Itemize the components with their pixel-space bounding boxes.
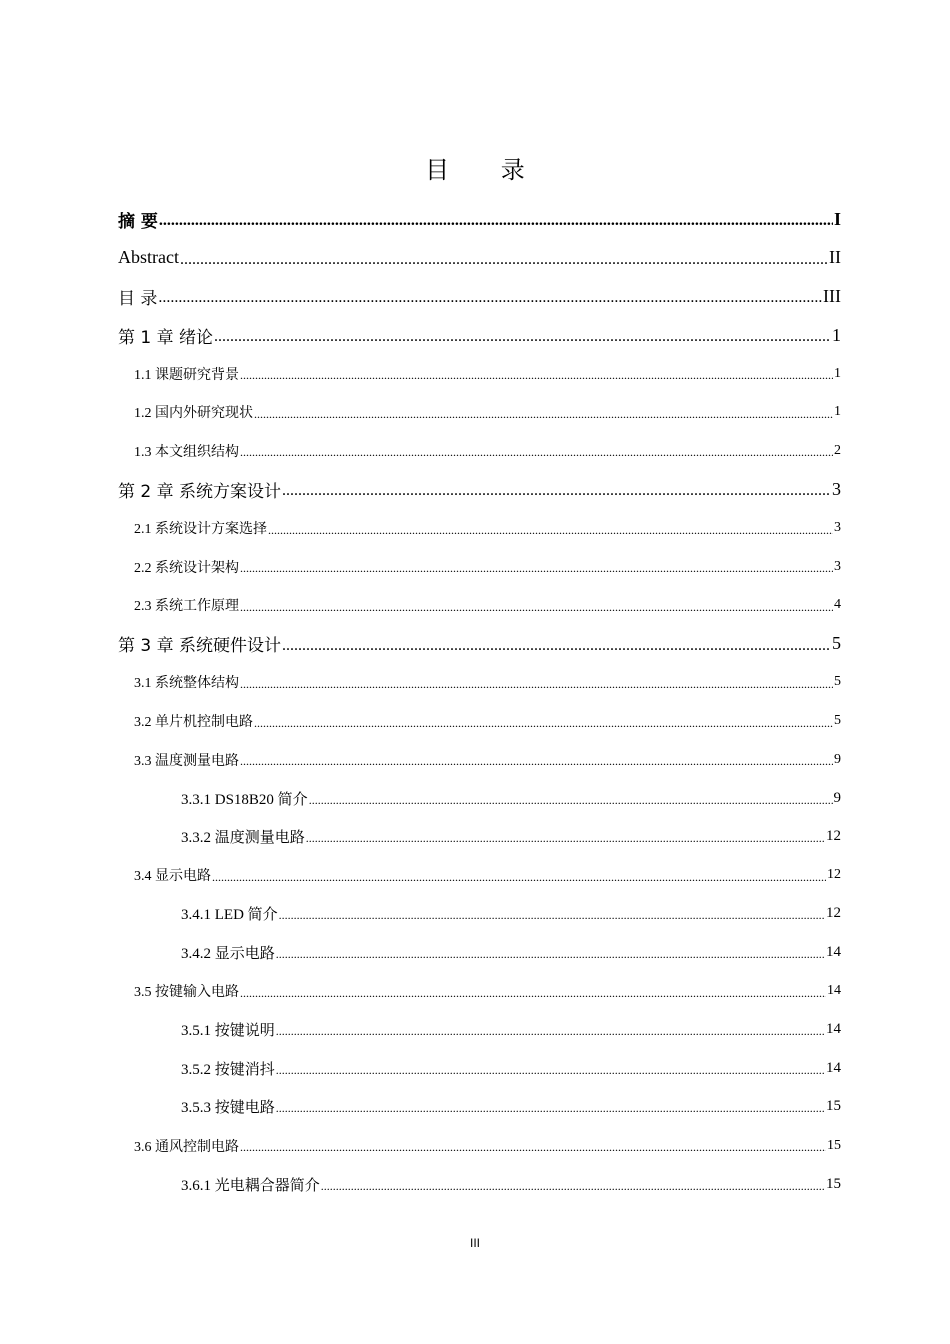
toc-leader-dots (240, 677, 833, 692)
toc-leader-dots (276, 1101, 825, 1116)
toc-entry-label: 第 1 章 绪论 (118, 327, 214, 348)
toc-entry[interactable] (118, 933, 841, 972)
toc-leader-dots (276, 1063, 825, 1078)
toc-leader-dots (254, 407, 833, 422)
toc-entry-label: 3.5.1 按键说明 (181, 1023, 275, 1040)
toc-entry-label: 3.6 通风控制电路 (134, 1139, 239, 1155)
toc-entry-label: 第 2 章 系统方案设计 (118, 481, 282, 502)
toc-entry-label: 3.5.2 按键消抖 (181, 1061, 275, 1078)
toc-entry-label: 2.2 系统设计架构 (134, 560, 239, 576)
toc-entry[interactable] (118, 1088, 841, 1127)
toc-leader-dots (158, 289, 822, 307)
toc-leader-dots (240, 1140, 826, 1155)
toc-entry-label: 摘 要 (118, 211, 158, 232)
toc-entry[interactable] (118, 316, 841, 355)
toc-entry[interactable] (118, 740, 841, 779)
toc-leader-dots (268, 523, 833, 538)
toc-leader-dots (212, 870, 826, 885)
toc-entry-page: III (823, 285, 841, 306)
toc-leader-dots (282, 637, 831, 655)
toc-entry[interactable] (118, 547, 841, 586)
toc-entry-page: 12 (826, 905, 841, 922)
toc-entry-label: 3.5.3 按键电路 (181, 1100, 275, 1117)
toc-leader-dots (276, 947, 825, 962)
toc-leader-dots (276, 1024, 825, 1039)
toc-entry[interactable] (118, 818, 841, 857)
table-of-contents (118, 200, 841, 1203)
toc-entry-page: 3 (834, 558, 841, 574)
toc-leader-dots (180, 251, 828, 269)
toc-leader-dots (254, 716, 833, 731)
toc-entry-label: 2.1 系统设计方案选择 (134, 522, 267, 538)
toc-entry-page: I (833, 208, 841, 229)
toc-entry-label: 3.3 温度测量电路 (134, 753, 239, 769)
toc-leader-dots (279, 908, 825, 923)
toc-entry[interactable] (118, 586, 841, 625)
toc-entry-label: 3.2 单片机控制电路 (134, 715, 253, 731)
toc-entry[interactable] (118, 702, 841, 741)
toc-entry[interactable] (118, 277, 841, 316)
page-number: III (469, 1236, 480, 1250)
toc-entry-page: 3 (832, 478, 841, 499)
toc-leader-dots (240, 754, 833, 769)
toc-entry-page: 14 (826, 944, 841, 961)
toc-entry[interactable] (118, 200, 841, 239)
toc-entry[interactable] (118, 895, 841, 934)
toc-entry[interactable] (118, 239, 841, 278)
toc-entry-page: 1 (832, 324, 841, 345)
toc-entry[interactable] (118, 509, 841, 548)
toc-entry-page: 15 (827, 1137, 841, 1153)
toc-entry-label: 3.3.1 DS18B20 简介 (181, 791, 308, 808)
toc-entry-label: 3.4.1 LED 简介 (181, 907, 278, 924)
toc-entry[interactable] (118, 1049, 841, 1088)
toc-entry[interactable] (118, 393, 841, 432)
toc-entry[interactable] (118, 663, 841, 702)
toc-entry-page: 9 (834, 751, 841, 767)
toc-entry-label: 3.4 显示电路 (134, 869, 211, 885)
toc-entry-label: 第 3 章 系统硬件设计 (118, 636, 282, 657)
toc-entry-label: 目 录 (118, 288, 158, 309)
toc-entry[interactable] (118, 625, 841, 664)
toc-entry-page: 1 (834, 404, 841, 420)
page-title: 目 录 (425, 156, 547, 184)
toc-entry-label: 1.1 课题研究背景 (134, 367, 239, 383)
toc-entry-page: 4 (834, 597, 841, 613)
toc-entry-page: 15 (826, 1098, 841, 1115)
toc-leader-dots (159, 212, 833, 230)
toc-entry-label: 2.3 系统工作原理 (134, 599, 239, 615)
toc-entry-page: 2 (834, 442, 841, 458)
toc-leader-dots (282, 482, 831, 500)
toc-entry-page: 3 (834, 520, 841, 536)
toc-entry[interactable] (118, 856, 841, 895)
toc-entry-label: 3.6.1 光电耦合器简介 (181, 1177, 320, 1194)
toc-entry-page: 5 (834, 674, 841, 690)
toc-entry-page: II (829, 247, 841, 268)
toc-entry-label: 1.3 本文组织结构 (134, 444, 239, 460)
toc-entry[interactable] (118, 1165, 841, 1204)
toc-entry-page: 14 (826, 1021, 841, 1038)
toc-entry[interactable] (118, 354, 841, 393)
toc-entry-page: 15 (826, 1175, 841, 1192)
toc-entry[interactable] (118, 1010, 841, 1049)
toc-entry-page: 14 (827, 983, 841, 999)
toc-entry[interactable] (118, 470, 841, 509)
toc-entry[interactable] (118, 1126, 841, 1165)
toc-entry-page: 5 (832, 633, 841, 654)
toc-leader-dots (240, 445, 833, 460)
toc-leader-dots (306, 831, 825, 846)
toc-entry-label: 3.1 系统整体结构 (134, 676, 239, 692)
toc-entry-label: 1.2 国内外研究现状 (134, 406, 253, 422)
toc-entry-page: 1 (834, 365, 841, 381)
toc-leader-dots (321, 1179, 825, 1194)
toc-leader-dots (214, 328, 831, 346)
toc-entry[interactable] (118, 432, 841, 471)
toc-leader-dots (240, 368, 833, 383)
toc-entry-label: 3.3.2 温度测量电路 (181, 830, 305, 847)
toc-entry-page: 12 (826, 828, 841, 845)
toc-leader-dots (240, 986, 826, 1001)
toc-entry-page: 5 (834, 713, 841, 729)
toc-entry-page: 14 (826, 1059, 841, 1076)
toc-entry-label: Abstract (118, 247, 179, 268)
toc-entry-label: 3.4.2 显示电路 (181, 946, 275, 963)
toc-entry[interactable] (118, 779, 841, 818)
toc-leader-dots (309, 793, 833, 808)
toc-entry-page: 12 (827, 867, 841, 883)
toc-entry-label: 3.5 按键输入电路 (134, 985, 239, 1001)
toc-leader-dots (240, 561, 833, 576)
toc-entry-page: 9 (833, 789, 841, 806)
toc-entry[interactable] (118, 972, 841, 1011)
toc-leader-dots (240, 600, 833, 615)
